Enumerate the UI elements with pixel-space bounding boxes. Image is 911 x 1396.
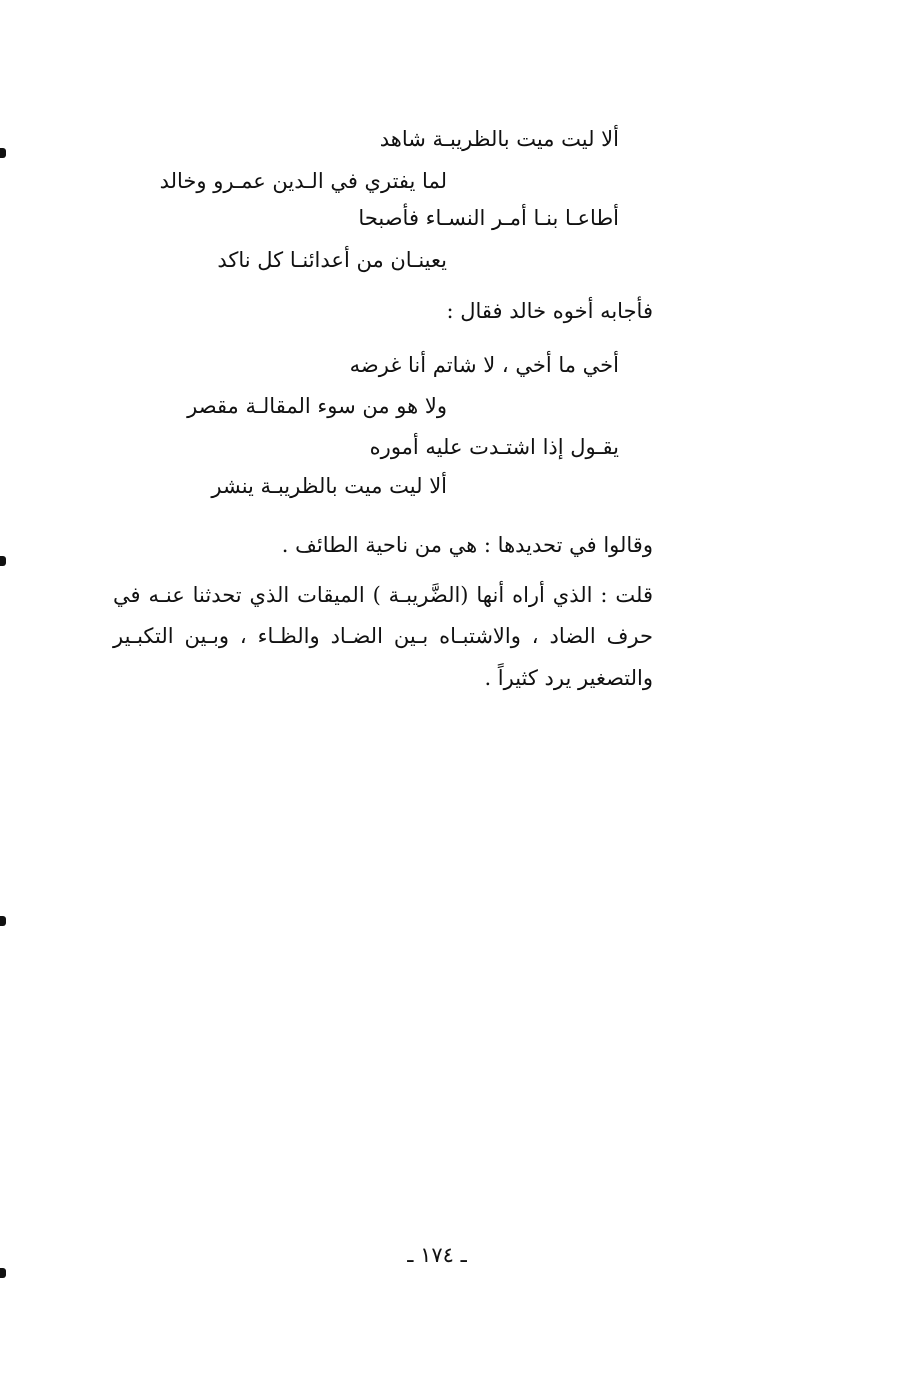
scan-edge-mark <box>0 916 6 926</box>
page-number: ـ ١٧٤ ـ <box>407 1243 467 1267</box>
verse-line: أطاعـا بنـا أمـر النسـاء فأصبحا <box>358 206 619 230</box>
location-note: وقالوا في تحديدها : هي من ناحية الطائف . <box>281 533 653 557</box>
scan-edge-mark <box>0 556 6 566</box>
verse-line: يقـول إذا اشتـدت عليه أموره <box>369 435 619 459</box>
comment-line: قلت : الذي أراه أنها (الضَّريبـة ) الميقات الذي تحدثنا عنـه في <box>113 583 653 607</box>
verse-line: أخي ما أخي ، لا شاتم أنا غرضه <box>349 353 619 377</box>
verse-line: ولا هو من سوء المقالـة مقصر <box>187 394 447 418</box>
verse-line: لما يفتري في الـدين عمـرو وخالد <box>159 169 447 193</box>
verse-line: يعينـان من أعدائنـا كل ناكد <box>217 248 447 272</box>
scan-edge-mark <box>0 148 6 158</box>
comment-line: حرف الضاد ، والاشتبـاه بـين الضـاد والظـاء ، وبـين التكبـير <box>113 624 653 648</box>
comment-line: والتصغير يرد كثيراً . <box>484 666 653 690</box>
verse-line: ألا ليت ميت بالظريبـة شاهد <box>379 127 619 151</box>
scan-edge-mark <box>0 1268 6 1278</box>
verse-line: ألا ليت ميت بالظريبـة ينشر <box>211 474 447 498</box>
reply-intro: فأجابه أخوه خالد فقال : <box>446 299 653 323</box>
